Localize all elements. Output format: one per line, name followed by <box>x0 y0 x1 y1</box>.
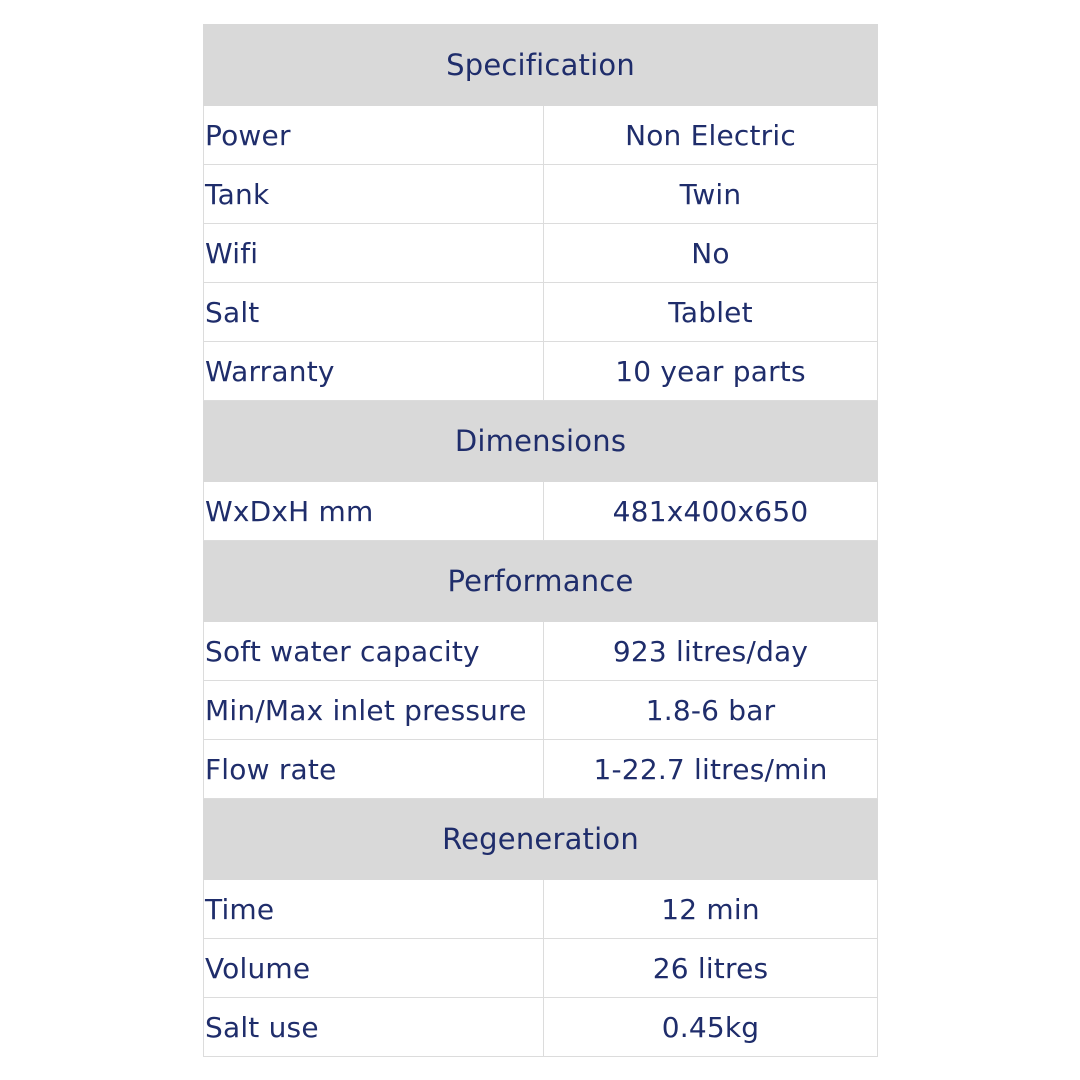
section-header-dimensions <box>204 401 878 482</box>
table-row <box>204 482 878 541</box>
row-value: 0.45kg <box>544 998 878 1057</box>
table-row <box>204 740 878 799</box>
row-label: Volume <box>204 939 544 998</box>
row-label: Salt <box>204 283 544 342</box>
section-header-regeneration <box>204 799 878 880</box>
table-row <box>204 880 878 939</box>
row-label: Flow rate <box>204 740 544 799</box>
section-header-specification <box>204 25 878 106</box>
section-title: Dimensions <box>204 401 878 482</box>
section-title: Specification <box>204 25 878 106</box>
table-row <box>204 342 878 401</box>
table-row <box>204 283 878 342</box>
row-value: 12 min <box>544 880 878 939</box>
row-label: Salt use <box>204 998 544 1057</box>
section-title: Regeneration <box>204 799 878 880</box>
table-row <box>204 165 878 224</box>
row-label: Tank <box>204 165 544 224</box>
table-row <box>204 939 878 998</box>
row-label: Wifi <box>204 224 544 283</box>
table-row <box>204 681 878 740</box>
row-value: 923 litres/day <box>544 622 878 681</box>
row-value: 10 year parts <box>544 342 878 401</box>
row-value: 26 litres <box>544 939 878 998</box>
row-label: Min/Max inlet pressure <box>204 681 544 740</box>
row-label: Soft water capacity <box>204 622 544 681</box>
row-value: Twin <box>544 165 878 224</box>
row-value: 1.8-6 bar <box>544 681 878 740</box>
row-label: Power <box>204 106 544 165</box>
row-value: Non Electric <box>544 106 878 165</box>
row-value: No <box>544 224 878 283</box>
table-row <box>204 106 878 165</box>
table-row <box>204 998 878 1057</box>
row-label: Time <box>204 880 544 939</box>
row-value: Tablet <box>544 283 878 342</box>
row-value: 481x400x650 <box>544 482 878 541</box>
row-label: WxDxH mm <box>204 482 544 541</box>
row-label: Warranty <box>204 342 544 401</box>
row-value: 1-22.7 litres/min <box>544 740 878 799</box>
table-row <box>204 622 878 681</box>
section-title: Performance <box>204 541 878 622</box>
section-header-performance <box>204 541 878 622</box>
spec-table <box>203 24 878 1057</box>
table-row <box>204 224 878 283</box>
